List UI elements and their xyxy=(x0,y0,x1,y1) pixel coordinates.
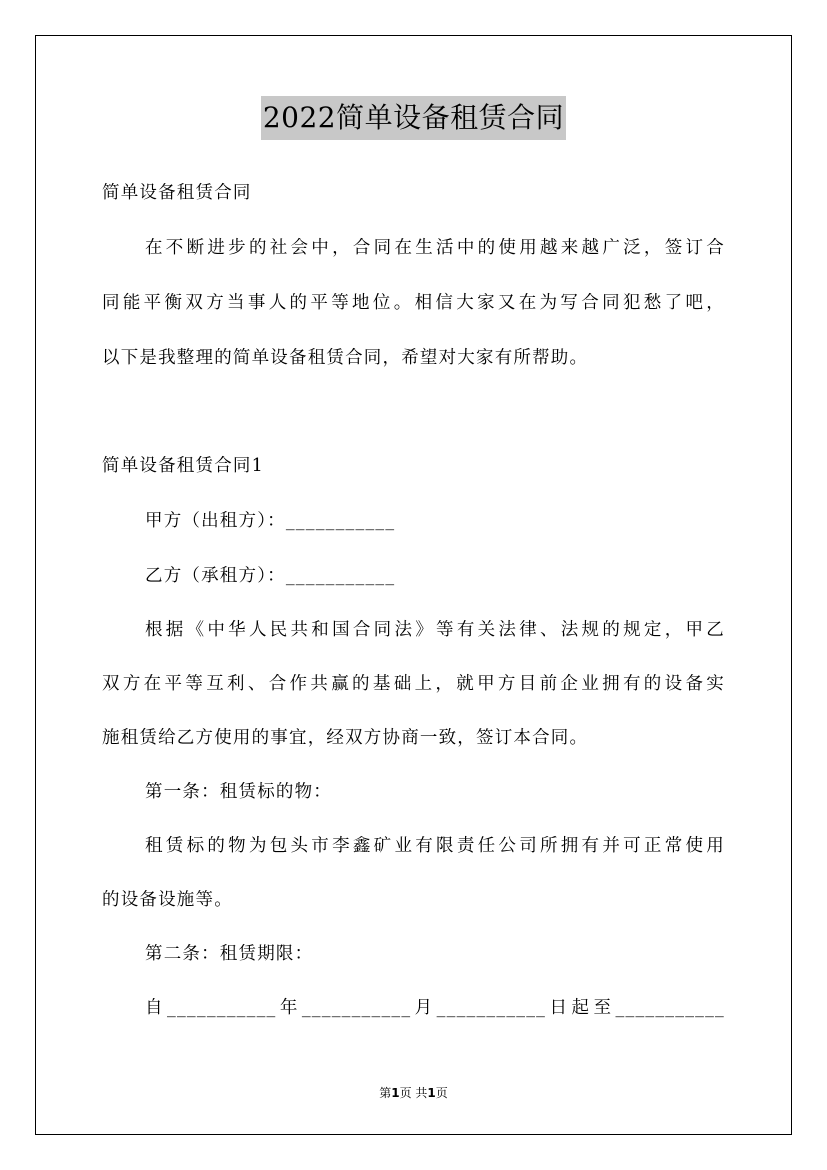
intro-line: 在不断进步的社会中，合同在生活中的使用越来越广泛，签订合 xyxy=(145,238,725,258)
basis-line: 根据《中华人民共和国合同法》等有关法律、法规的规定，甲乙 xyxy=(145,620,725,640)
party-b-field: 乙方（承租方）：___________ xyxy=(145,566,396,586)
article-1-title: 第一条：租赁标的物： xyxy=(145,782,332,802)
article-2-line: 自___________年___________月___________日起至___________ xyxy=(145,998,725,1018)
title-container xyxy=(0,96,827,140)
page-prefix: 第 xyxy=(379,1086,392,1100)
basis-line: 施租赁给乙方使用的事宜，经双方协商一致，签订本合同。 xyxy=(102,728,589,748)
intro-line: 以下是我整理的简单设备租赁合同，希望对大家有所帮助。 xyxy=(102,348,589,368)
contract-heading: 简单设备租赁合同1 xyxy=(102,456,264,476)
page-mid: 页 共 xyxy=(399,1086,428,1100)
article-2-title: 第二条：租赁期限： xyxy=(145,944,314,964)
article-1-line: 的设备设施等。 xyxy=(102,890,233,910)
page-footer xyxy=(0,1084,827,1101)
page-suffix: 页 xyxy=(435,1086,448,1100)
basis-line: 双方在平等互利、合作共赢的基础上，就甲方目前企业拥有的设备实 xyxy=(102,674,725,694)
party-a-field: 甲方（出租方）：___________ xyxy=(145,511,396,531)
subtitle: 简单设备租赁合同 xyxy=(102,183,252,203)
intro-line: 同能平衡双方当事人的平等地位。相信大家又在为写合同犯愁了吧， xyxy=(102,293,725,313)
page-number: 1 xyxy=(391,1086,400,1100)
document-title: 2022简单设备租赁合同 xyxy=(261,96,566,140)
page-total: 1 xyxy=(427,1086,436,1100)
article-1-line: 租赁标的物为包头市李鑫矿业有限责任公司所拥有并可正常使用 xyxy=(145,836,725,856)
